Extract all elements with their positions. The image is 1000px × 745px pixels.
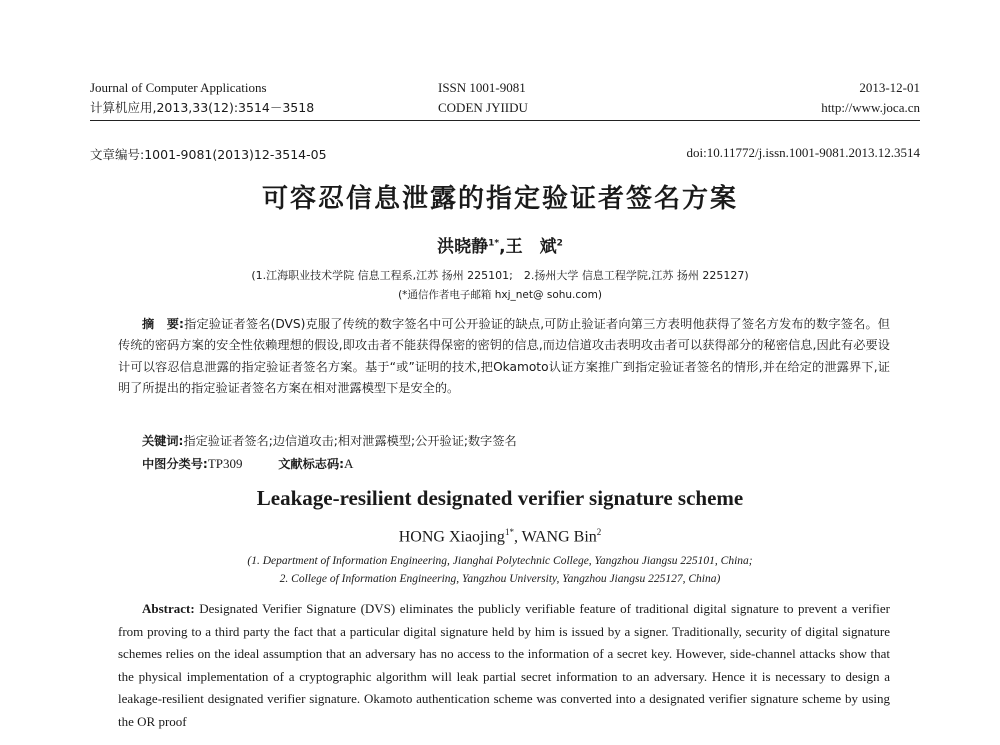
classification-cn (142, 455, 353, 472)
clc-value: TP309 (207, 456, 243, 471)
affiliation-cn: (1.江海职业技术学院 信息工程系,江苏 扬州 225101; 2.扬州大学 信息工程学院,江苏 扬州 225127) (251, 269, 749, 282)
journal-url[interactable]: http://www.joca.cn (821, 100, 920, 115)
abstract-cn-label: 摘 要: (142, 317, 184, 331)
abstract-en (118, 598, 890, 734)
journal-citation-cn: 计算机应用,2013,33(12):3514－3518 (90, 100, 315, 115)
doc-code-label: 文献标志码: (278, 457, 345, 471)
author-hong-en-mark: 1* (504, 527, 514, 537)
keywords-cn-text: 指定验证者签名;边信道攻击;相对泄露模型;公开验证;数字签名 (183, 434, 517, 448)
issn: ISSN 1001-9081 (438, 80, 526, 95)
article-number: 文章编号:1001-9081(2013)12-3514-05 (90, 147, 327, 162)
publication-date: 2013-12-01 (859, 80, 920, 95)
clc-label: 中图分类号: (142, 457, 208, 471)
doi[interactable]: doi:10.11772/j.issn.1001-9081.2013.12.3514 (686, 145, 920, 160)
authors-cn (0, 232, 1000, 257)
coden: CODEN JYIIDU (438, 100, 528, 115)
journal-name-en: Journal of Computer Applications (90, 80, 267, 95)
abstract-en-label: Abstract: (142, 601, 195, 616)
abstract-cn (118, 314, 890, 400)
author-wang-en-mark: 2 (596, 527, 602, 537)
doc-code-value: A (344, 456, 354, 471)
author-wang-cn: 王 斌 (505, 237, 557, 257)
title-cn: 可容忍信息泄露的指定验证者签名方案 (261, 184, 738, 214)
authors-en (0, 527, 1000, 546)
author-hong-mark: 1* (488, 238, 500, 249)
keywords-cn (142, 432, 517, 449)
title-en: Leakage-resilient designated verifier signature scheme (256, 486, 744, 510)
affiliation-en-2: 2. College of Information Engineering, Yangzhou University, Yangzhou Jiangsu 225127, China) (279, 573, 721, 585)
header-rule (90, 120, 920, 121)
keywords-cn-label: 关键词: (142, 434, 184, 448)
abstract-en-text: Designated Verifier Signature (DVS) eliminates the publicly verifiable feature of traditional digital signature to prevent a verifier from proving to a third party the fact that a particular digital signature held by him is issued by a signer. Traditionally, security of digital signature schemes relies on the ideal assumption that an adversary has no access to the information of a secret key. However, side-channel attacks show that the physical implementation of a cryptographic algorithm will leak partial secret information to an adversary. Hence it is necessary to design a leakage-resilient designated verifier signature. Okamoto authentication scheme was converted into a designated verifier signature scheme by using the OR proof (118, 601, 891, 729)
author-wang-mark: 2 (556, 238, 563, 249)
author-hong-cn: 洪晓静 (437, 237, 489, 257)
contact-email: (*通信作者电子邮箱 hxj_net@ sohu.com) (398, 289, 602, 301)
abstract-cn-text: 指定验证者签名(DVS)克服了传统的数字签名中可公开验证的缺点,可防止验证者向第三方表明他获得了签名方发布的数字签名。但传统的密码方案的安全性依赖理想的假设,即攻击者不能获得保密的密钥的信息,而边信道攻击表明攻击者可以获得部分的秘密信息,因此有必要设计可以容忍信息泄露的指定验证者签名方案。基于“或”证明的技术,把Okamoto认证方案推广到指定验证者签名的情形,并在给定的泄露界下,证明了所提出的指定验证者签名方案在相对泄露模型下是安全的。 (118, 317, 890, 396)
author-wang-en: , WANG Bin (513, 528, 597, 546)
author-hong-en: HONG Xiaojing (398, 528, 505, 546)
author-separator: , (499, 237, 506, 257)
affiliation-en-1: (1. Department of Information Engineering, Jianghai Polytechnic College, Yangzhou Jiangsu 225101, China; (247, 555, 753, 567)
